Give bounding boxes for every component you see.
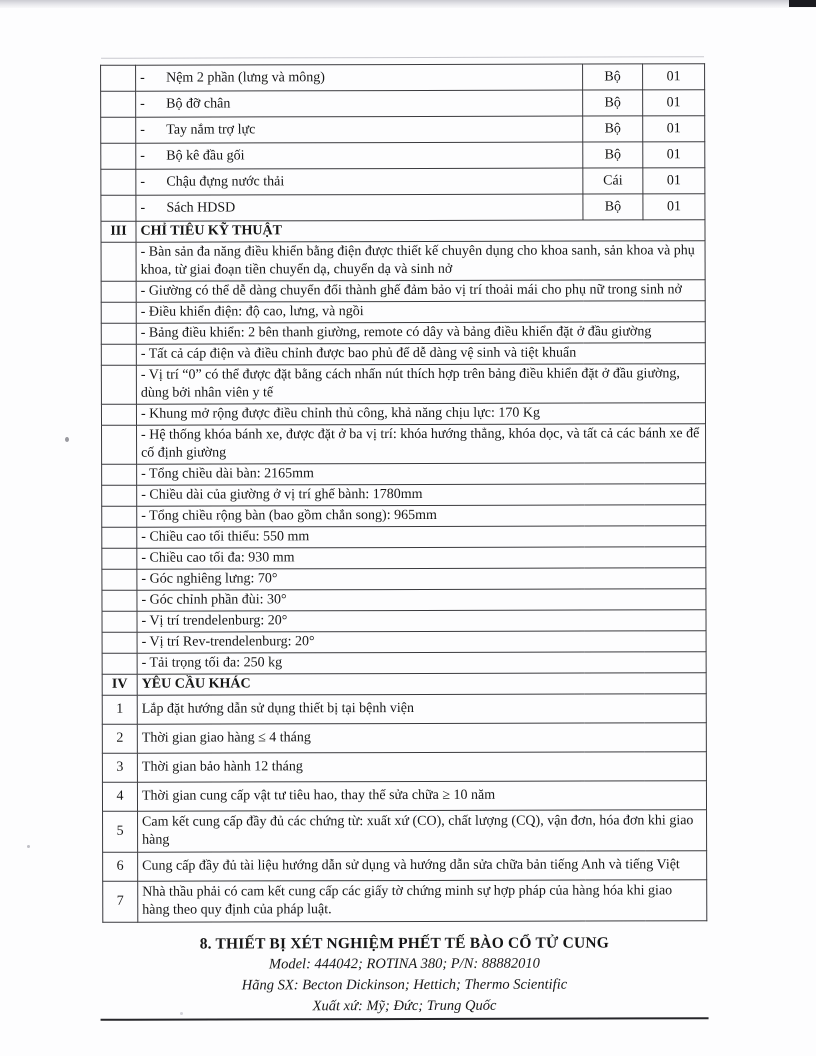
spec-row	[101, 280, 705, 303]
qty-cell: 01	[643, 194, 705, 220]
spec-text-cell: - Chiều cao tối thiểu: 550 mm	[137, 526, 706, 548]
row-number-cell	[101, 302, 136, 323]
spec-row	[102, 526, 706, 549]
unit-cell: Bộ	[583, 90, 643, 116]
item-label: Bộ kê đầu gối	[166, 147, 245, 164]
item-label: Chậu đựng nước thải	[166, 173, 285, 190]
spec-text-cell: - Khung mở rộng được điều chỉnh thủ công, khả năng chịu lực: 170 Kg	[136, 403, 705, 425]
requirement-number-cell: 5	[103, 811, 138, 852]
row-number-cell	[102, 569, 137, 590]
requirement-number-cell: 3	[102, 753, 137, 782]
row-number-cell	[102, 611, 137, 632]
row-number-cell	[101, 281, 136, 302]
row-number-cell	[102, 548, 137, 569]
qty-cell: 01	[643, 142, 705, 168]
unit-cell: Cái	[583, 168, 643, 194]
item-label: Bộ đỡ chân	[166, 95, 231, 112]
accessory-row	[101, 168, 705, 196]
spec-row	[102, 589, 706, 612]
product-model-line: Model: 444042; ROTINA 380; P/N: 88882010	[269, 955, 540, 973]
row-number-cell	[101, 117, 136, 143]
requirement-row	[102, 752, 706, 783]
spec-row	[102, 484, 706, 507]
accessory-row	[101, 116, 705, 144]
product-origin-line: Xuất xứ: Mỹ; Đức; Trung Quốc	[312, 997, 497, 1015]
row-number-cell	[101, 344, 136, 365]
faint-table-edge-line	[101, 56, 704, 59]
spec-text-cell: - Vị trí trendelenburg: 20°	[137, 610, 706, 632]
section-title-cell: CHỈ TIÊU KỸ THUẬT	[136, 220, 705, 242]
unit-cell: Bộ	[583, 142, 643, 168]
spec-row	[102, 652, 706, 675]
item-label: Tay nắm trợ lực	[166, 121, 256, 138]
product-footer	[102, 932, 706, 1018]
requirement-text-cell: Cung cấp đầy đủ tài liệu hướng dẫn sử dụng và hướng dẫn sửa chữa bản tiếng Anh và tiếng Việt	[138, 851, 707, 881]
requirement-text-cell: Thời gian bảo hành 12 tháng	[137, 752, 706, 782]
spec-text-cell: - Bàn sản đa năng điều khiển bằng điện được thiết kế chuyên dụng cho khoa sanh, sản khoa và phụ khoa, từ giai đoạn tiền chuyển dạ, chuyển dạ và sinh nở	[136, 241, 705, 281]
row-number-cell	[102, 425, 137, 464]
row-number-cell	[102, 506, 137, 527]
spec-text-cell: - Bảng điều khiển: 2 bên thanh giường, remote có dây và bảng điều khiển đặt ở đầu giường	[136, 322, 705, 344]
spec-text-cell: - Tổng chiều rộng bàn (bao gồm chắn song): 965mm	[137, 505, 706, 527]
spec-row	[101, 343, 705, 366]
item-label: Sách HDSD	[166, 199, 236, 216]
spec-text-cell: - Giường có thể dễ dàng chuyển đổi thành ghế đảm bảo vị trí thoải mái cho phụ nữ trong sinh nở	[136, 280, 705, 302]
spec-text-cell: - Vị trí “0” có thể được đặt bằng cách nhấn nút thích hợp trên bảng điều khiển đặt ở đầu giường, dùng bởi nhân viên y tế	[136, 364, 705, 404]
item-cell	[136, 116, 583, 143]
specification-table-body	[101, 64, 707, 923]
row-number-cell	[102, 590, 137, 611]
section-iii-header-row	[101, 220, 705, 243]
requirement-text-cell: Thời gian cung cấp vật tư tiêu hao, thay thế sửa chữa ≥ 10 năm	[137, 781, 706, 811]
spec-row	[101, 301, 705, 324]
item-label: Nệm 2 phần (lưng và mông)	[166, 69, 325, 86]
unit-cell: Bộ	[583, 64, 643, 90]
row-number-cell	[101, 65, 136, 91]
qty-cell: 01	[643, 116, 705, 142]
spec-row	[102, 568, 706, 591]
item-cell	[136, 90, 583, 117]
spec-row	[101, 403, 705, 426]
item-cell	[136, 194, 583, 221]
unit-cell: Bộ	[583, 194, 643, 220]
dash-bullet: -	[140, 200, 146, 216]
spec-row	[102, 463, 706, 486]
row-number-cell	[102, 527, 137, 548]
row-number-cell	[101, 242, 136, 281]
row-number-cell	[101, 91, 136, 117]
accessory-row	[101, 194, 705, 222]
row-number-cell	[101, 404, 136, 425]
spec-text-cell: - Tải trọng tối đa: 250 kg	[137, 652, 706, 674]
spec-row	[101, 364, 705, 405]
spec-text-cell: - Tổng chiều dài bàn: 2165mm	[137, 463, 706, 485]
requirement-number-cell: 6	[103, 852, 138, 881]
spec-text-cell: - Vị trí Rev-trendelenburg: 20°	[137, 631, 706, 653]
requirement-row	[102, 723, 706, 754]
dash-bullet: -	[140, 148, 145, 164]
spec-row	[101, 322, 705, 345]
item-cell	[136, 168, 583, 195]
requirement-number-cell: 4	[102, 782, 137, 811]
accessory-row	[101, 90, 705, 118]
row-number-cell	[101, 195, 136, 221]
dash-bullet: -	[140, 96, 145, 112]
product-section-heading: 8. THIẾT BỊ XÉT NGHIỆM PHẾT TẾ BÀO CỔ TỬ CUNG	[199, 934, 610, 953]
row-number-cell	[102, 632, 137, 653]
spec-row	[102, 610, 706, 633]
row-number-cell	[102, 485, 137, 506]
qty-cell: 01	[643, 168, 705, 194]
spec-row	[102, 631, 706, 654]
product-manufacturer-line: Hãng SX: Becton Dickinson; Hettich; Thermo Scientific	[241, 976, 568, 994]
spec-text-cell: - Tất cả cáp điện và điều chỉnh được bao phủ để dễ dàng vệ sinh và tiệt khuẩn	[136, 343, 705, 365]
requirement-row	[102, 781, 706, 812]
section-number-cell: III	[101, 221, 136, 242]
requirement-text-cell: Lắp đặt hướng dẫn sử dụng thiết bị tại bệnh viện	[137, 694, 706, 724]
dash-bullet: -	[140, 174, 146, 190]
spec-text-cell: - Chiều dài của giường ở vị trí ghế bành: 1780mm	[137, 484, 706, 506]
requirement-number-cell: 1	[102, 695, 137, 724]
requirement-text-cell: Thời gian giao hàng ≤ 4 tháng	[137, 723, 706, 753]
requirement-text-cell: Cam kết cung cấp đầy đủ các chứng từ: xuất xứ (CO), chất lượng (CQ), vận đơn, hóa đơn khi giao hàng	[138, 810, 707, 852]
unit-cell: Bộ	[583, 116, 643, 142]
spec-text-cell: - Góc nghiêng lưng: 70°	[137, 568, 706, 590]
accessory-row	[101, 64, 705, 92]
row-number-cell	[101, 143, 136, 169]
spec-row	[101, 241, 705, 282]
section-iv-header-row	[102, 673, 706, 696]
footer-rule	[101, 1017, 709, 1021]
section-title-cell: YÊU CẦU KHÁC	[137, 673, 706, 695]
qty-cell: 01	[643, 90, 705, 116]
row-number-cell	[101, 365, 136, 404]
item-cell	[136, 64, 583, 91]
requirement-number-cell: 2	[102, 724, 137, 753]
requirement-text-cell: Nhà thầu phải có cam kết cung cấp các giấy tờ chứng minh sự hợp pháp của hàng hóa khi giao hàng theo quy định của pháp luật.	[138, 880, 707, 922]
spec-row	[102, 424, 706, 465]
spec-text-cell: - Góc chỉnh phần đùi: 30°	[137, 589, 706, 611]
accessory-row	[101, 142, 705, 170]
row-number-cell	[101, 323, 136, 344]
item-cell	[136, 142, 583, 169]
row-number-cell	[102, 653, 137, 674]
row-number-cell	[102, 464, 137, 485]
specification-table	[100, 63, 707, 923]
requirement-number-cell: 7	[103, 881, 138, 922]
requirement-row	[103, 880, 707, 923]
spec-text-cell: - Điều khiển điện: độ cao, lưng, và ngồi	[136, 301, 705, 323]
section-number-cell: IV	[102, 674, 137, 695]
requirement-row	[103, 810, 707, 853]
requirement-row	[102, 694, 706, 725]
spec-text-cell: - Chiều cao tối đa: 930 mm	[137, 547, 706, 569]
requirement-row	[103, 851, 707, 882]
qty-cell: 01	[643, 64, 705, 90]
dash-bullet: -	[140, 122, 145, 138]
spec-text-cell: - Hệ thống khóa bánh xe, được đặt ở ba vị trí: khóa hướng thẳng, khóa dọc, và tất cả các bánh xe để cố định giường	[137, 424, 706, 464]
spec-row	[102, 547, 706, 570]
dash-bullet: -	[140, 70, 145, 86]
spec-row	[102, 505, 706, 528]
row-number-cell	[101, 169, 136, 195]
